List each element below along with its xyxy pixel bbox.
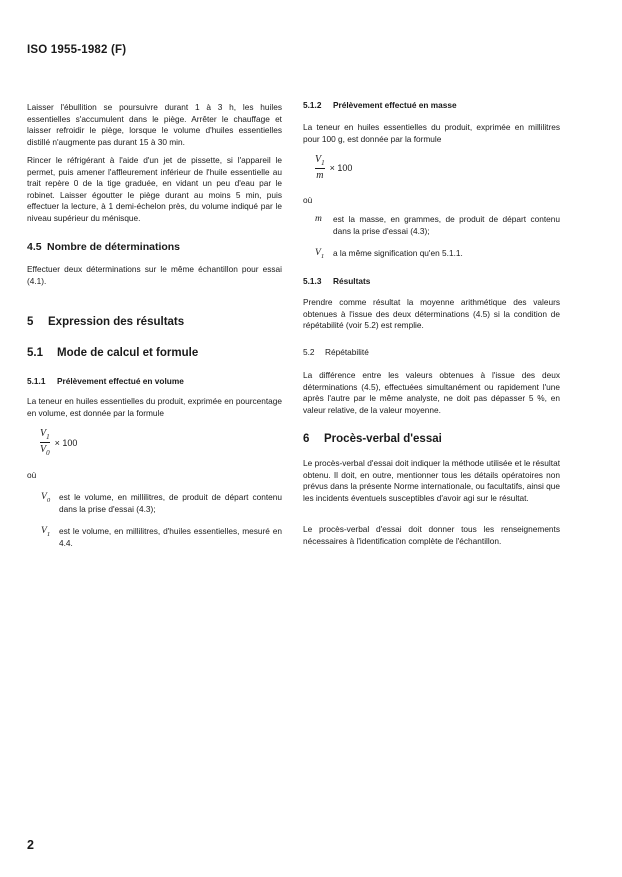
- section-title: Prélèvement effectué en volume: [57, 376, 184, 386]
- section-number: 5: [27, 316, 34, 328]
- definition-text: est la masse, en grammes, de produit de départ contenu dans la prise d'essai (4.3);: [333, 214, 560, 236]
- section-title: Expression des résultats: [48, 316, 185, 328]
- section-5-1-heading: [27, 347, 282, 359]
- symbol: $V_0$: [41, 492, 51, 504]
- section-number: 5.1: [27, 347, 43, 359]
- formula-mass: [315, 154, 352, 181]
- section-title: Prélèvement effectué en masse: [333, 100, 457, 110]
- paragraph-determinations: Effectuer deux déterminations sur le même échantillon pour essai (4.1).: [27, 264, 282, 286]
- definition-text: a la même signification qu'en 5.1.1.: [333, 248, 463, 258]
- where-label: où: [303, 195, 313, 205]
- section-title: Nombre de déterminations: [47, 241, 181, 253]
- paragraph-report-content: Le procès-verbal d'essai doit indiquer la méthode utilisée et le résultat obtenu. Il doit, en outre, mentionner tous les détails opératoires non prévus dans la présente Norme internationale, ou facultatifs, ainsi que les incidents éventuels susceptibles d'avoir agi sur le résultat.: [303, 458, 560, 503]
- section-number: 5.2: [303, 347, 315, 357]
- denominator: $V_0$: [40, 444, 50, 457]
- page-number: 2: [27, 838, 34, 852]
- definition-m: [315, 214, 560, 237]
- symbol: $V_1$: [315, 248, 325, 260]
- denominator: m: [316, 170, 324, 181]
- paragraph-results: Prendre comme résultat la moyenne arithmétique des valeurs obtenues à l'issue des deux déterminations (4.5) si la condition de répétabilité (voir 5.2) est remplie.: [303, 297, 560, 331]
- where-label: où: [27, 470, 37, 480]
- section-title: Résultats: [333, 276, 371, 286]
- paragraph-mass-formula-intro: La teneur en huiles essentielles du produit, exprimée en millilitres pour 100 g, est donnée par la formule: [303, 122, 560, 144]
- section-5-1-2-heading: [303, 100, 560, 110]
- section-5-1-3-heading: [303, 276, 560, 286]
- section-5-heading: [27, 316, 282, 328]
- multiplier: × 100: [329, 162, 353, 173]
- definition-v1: [315, 248, 560, 262]
- section-number: 6: [303, 433, 310, 445]
- symbol: $V_1$: [41, 526, 51, 538]
- section-number: 5.1.2: [303, 100, 322, 110]
- formula-volume: [40, 428, 77, 457]
- numerator: $V_1$: [315, 154, 325, 167]
- symbol: m: [315, 214, 322, 224]
- section-number: 4.5: [27, 241, 42, 253]
- section-6-heading: [303, 433, 560, 445]
- section-title: Procès-verbal d'essai: [324, 433, 442, 445]
- paragraph-volume-formula-intro: La teneur en huiles essentielles du produit, exprimée en pourcentage en volume, est donnée par la formule: [27, 396, 282, 418]
- paragraph-repeatability: La différence entre les valeurs obtenues à l'issue des deux déterminations (4.5), effectuées simultanément ou rapidement l'une après l'autre par le même analyste, ne doit pas dépasser 5 %, en valeur relative, de la valeur moyenne.: [303, 370, 560, 415]
- document-header: ISO 1955-1982 (F): [27, 44, 127, 56]
- multiplier: × 100: [54, 437, 78, 448]
- fraction: [40, 428, 50, 457]
- section-title: Mode de calcul et formule: [57, 347, 199, 359]
- definition-v0: [41, 492, 282, 515]
- section-5-1-1-heading: [27, 376, 282, 386]
- section-5-2-heading: [303, 347, 560, 357]
- definition-text: est le volume, en millilitres, d'huiles essentielles, mesuré en 4.4.: [59, 526, 282, 548]
- paragraph-boiling: Laisser l'ébullition se poursuivre durant 1 à 3 h, les huiles essentielles s'accumulent dans le piège. Arrêter le chauffage et laisser refroidir le piège, lorsque le volume d'huiles essentielles distillé n'augmente pas durant 15 à 30 min.: [27, 102, 282, 147]
- paragraph-report-identification: Le procès-verbal d'essai doit donner tous les renseignements nécessaires à l'identification complète de l'échantillon.: [303, 524, 560, 546]
- definition-text: est le volume, en millilitres, de produit de départ contenu dans la prise d'essai (4.3);: [59, 492, 282, 514]
- numerator: $V_1$: [40, 428, 50, 441]
- section-4-5-heading: [27, 241, 282, 253]
- definition-v1: [41, 526, 282, 549]
- paragraph-rinse: Rincer le réfrigérant à l'aide d'un jet de pissette, si l'appareil le permet, puis amener l'affleurement inférieur de l'huile essentielle au trait repère 0 de la tige graduée, en vidant un peu d'eau par le robinet. Laisser égoutter le piège durant au moins 5 min, puis effectuer la lecture, à 1 demi-échelon près, du volume indiqué par le niveau supérieur du ménisque.: [27, 155, 282, 223]
- section-title: Répétabilité: [325, 347, 369, 357]
- section-number: 5.1.3: [303, 276, 322, 286]
- fraction: [315, 154, 325, 181]
- section-number: 5.1.1: [27, 376, 46, 386]
